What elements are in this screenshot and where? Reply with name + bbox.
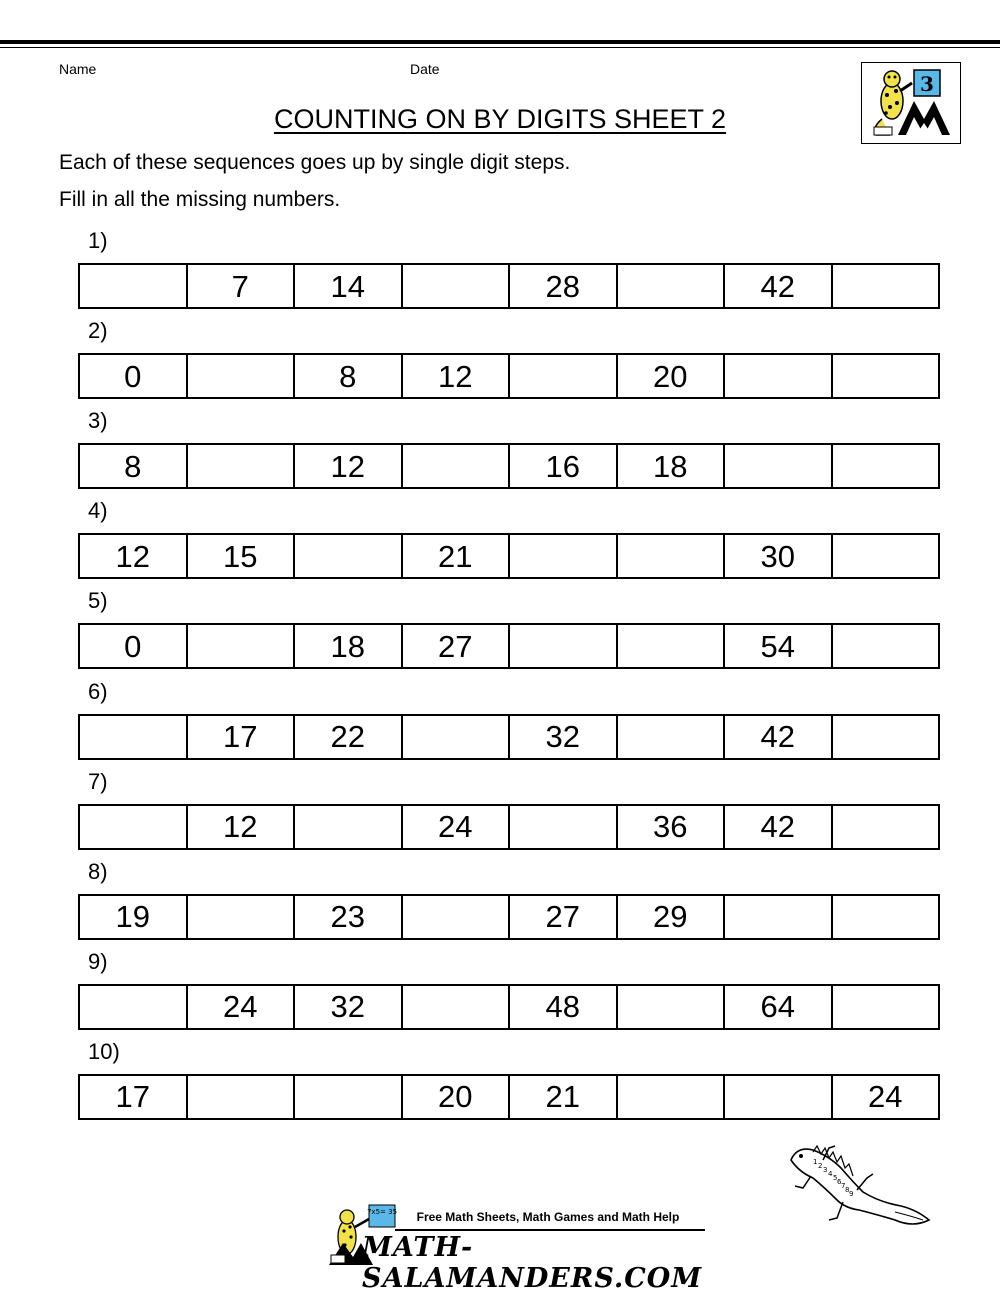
- sequence-number-cell: 17: [79, 1075, 187, 1119]
- blank-answer-cell[interactable]: [187, 354, 295, 398]
- sequence-row: [78, 1074, 940, 1120]
- sequence-number-cell: 12: [402, 354, 510, 398]
- sequence-number-cell: 20: [402, 1075, 510, 1119]
- sequence-row: [78, 443, 940, 489]
- sequence-number-cell: 29: [617, 895, 725, 939]
- svg-text:7: 7: [841, 1182, 846, 1190]
- sequence-number-cell: 8: [79, 444, 187, 488]
- blank-answer-cell[interactable]: [79, 264, 187, 308]
- sequence-number-cell: 36: [617, 805, 725, 849]
- sequence-number-cell: 24: [832, 1075, 940, 1119]
- sequence-number-cell: 7: [187, 264, 295, 308]
- blank-answer-cell[interactable]: [617, 624, 725, 668]
- footer-site-name[interactable]: MATH-SALAMANDERS.COM: [362, 1232, 703, 1294]
- sequence-number-cell: 21: [509, 1075, 617, 1119]
- sequence-row: [78, 353, 940, 399]
- sequence-row: [78, 894, 940, 940]
- question-number: 9): [88, 948, 108, 974]
- instruction-line-2: Fill in all the missing numbers.: [59, 188, 341, 211]
- svg-text:6: 6: [837, 1178, 842, 1186]
- svg-text:8: 8: [845, 1186, 850, 1194]
- blank-answer-cell[interactable]: [187, 1075, 295, 1119]
- question-number: 6): [88, 678, 108, 704]
- top-rule: [0, 40, 1000, 44]
- blank-answer-cell[interactable]: [402, 264, 510, 308]
- blank-answer-cell[interactable]: [617, 715, 725, 759]
- question-number: 2): [88, 318, 108, 344]
- blank-answer-cell[interactable]: [402, 715, 510, 759]
- blank-answer-cell[interactable]: [832, 444, 940, 488]
- sequence-number-cell: 24: [187, 985, 295, 1029]
- sequence-row: [78, 623, 940, 669]
- sequence-number-cell: 8: [294, 354, 402, 398]
- footer-rule: [395, 1229, 705, 1231]
- svg-text:4: 4: [828, 1170, 833, 1178]
- salamander-logo-icon: [862, 63, 959, 142]
- blank-answer-cell[interactable]: [187, 624, 295, 668]
- sequence-number-cell: 20: [617, 354, 725, 398]
- svg-text:2: 2: [818, 1162, 823, 1170]
- date-label: Date: [410, 61, 440, 77]
- blank-answer-cell[interactable]: [79, 805, 187, 849]
- sequence-row: [78, 263, 940, 309]
- blank-answer-cell[interactable]: [832, 534, 940, 578]
- blank-answer-cell[interactable]: [832, 985, 940, 1029]
- name-label: Name: [59, 61, 97, 77]
- blank-answer-cell[interactable]: [79, 715, 187, 759]
- sequence-number-cell: 0: [79, 624, 187, 668]
- sequence-row: [78, 533, 940, 579]
- sequence-number-cell: 17: [187, 715, 295, 759]
- blank-answer-cell[interactable]: [832, 264, 940, 308]
- blank-answer-cell[interactable]: [79, 985, 187, 1029]
- blank-answer-cell[interactable]: [617, 1075, 725, 1119]
- sequence-number-cell: 19: [79, 895, 187, 939]
- sequence-number-cell: 12: [294, 444, 402, 488]
- question-number: 8): [88, 858, 108, 884]
- logo-badge-text: 7x5= 35: [366, 1208, 398, 1216]
- sequence-number-cell: 27: [402, 624, 510, 668]
- blank-answer-cell[interactable]: [617, 534, 725, 578]
- sequence-number-cell: 18: [617, 444, 725, 488]
- sequence-number-cell: 12: [187, 805, 295, 849]
- question-number: 10): [88, 1038, 120, 1064]
- sequence-number-cell: 0: [79, 354, 187, 398]
- sequence-number-cell: 48: [509, 985, 617, 1029]
- sequence-number-cell: 16: [509, 444, 617, 488]
- sequence-number-cell: 23: [294, 895, 402, 939]
- salamander-illustration-icon: [783, 1138, 933, 1240]
- blank-answer-cell[interactable]: [724, 1075, 832, 1119]
- sequence-number-cell: 21: [402, 534, 510, 578]
- blank-answer-cell[interactable]: [724, 444, 832, 488]
- sequence-number-cell: 14: [294, 264, 402, 308]
- question-number: 3): [88, 408, 108, 434]
- sequence-number-cell: 18: [294, 624, 402, 668]
- sequence-row: [78, 714, 940, 760]
- grade-badge: [861, 62, 961, 144]
- svg-text:1: 1: [813, 1158, 818, 1166]
- sequence-number-cell: 27: [509, 895, 617, 939]
- sequence-number-cell: 24: [402, 805, 510, 849]
- sequence-number-cell: 32: [294, 985, 402, 1029]
- sequence-number-cell: 28: [509, 264, 617, 308]
- blank-answer-cell[interactable]: [187, 895, 295, 939]
- blank-answer-cell[interactable]: [402, 444, 510, 488]
- blank-answer-cell[interactable]: [617, 985, 725, 1029]
- blank-answer-cell[interactable]: [294, 805, 402, 849]
- blank-answer-cell[interactable]: [402, 895, 510, 939]
- badge-number: 3: [920, 72, 934, 96]
- sequence-number-cell: 22: [294, 715, 402, 759]
- question-number: 4): [88, 498, 108, 524]
- question-number: 7): [88, 768, 108, 794]
- blank-answer-cell[interactable]: [832, 895, 940, 939]
- blank-answer-cell[interactable]: [187, 444, 295, 488]
- blank-answer-cell[interactable]: [832, 354, 940, 398]
- blank-answer-cell[interactable]: [509, 624, 617, 668]
- sequence-number-cell: 30: [724, 534, 832, 578]
- sequence-number-cell: 32: [509, 715, 617, 759]
- blank-answer-cell[interactable]: [832, 715, 940, 759]
- sequence-number-cell: 42: [724, 715, 832, 759]
- worksheet-title: COUNTING ON BY DIGITS SHEET 2: [273, 104, 727, 134]
- blank-answer-cell[interactable]: [509, 354, 617, 398]
- question-number: 5): [88, 588, 108, 614]
- blank-answer-cell[interactable]: [617, 264, 725, 308]
- question-number: 1): [88, 228, 108, 253]
- blank-answer-cell[interactable]: [724, 354, 832, 398]
- sequence-number-cell: 64: [724, 985, 832, 1029]
- blank-answer-cell[interactable]: [724, 895, 832, 939]
- blank-answer-cell[interactable]: [509, 534, 617, 578]
- blank-answer-cell[interactable]: [294, 534, 402, 578]
- svg-text:3: 3: [823, 1166, 828, 1174]
- instruction-line-1: Each of these sequences goes up by single digit steps.: [59, 151, 571, 174]
- sequence-number-cell: 42: [724, 264, 832, 308]
- blank-answer-cell[interactable]: [294, 1075, 402, 1119]
- sequence-number-cell: 15: [187, 534, 295, 578]
- svg-text:9: 9: [849, 1190, 854, 1198]
- footer-tagline: Free Math Sheets, Math Games and Math Help: [416, 1210, 680, 1224]
- blank-answer-cell[interactable]: [832, 805, 940, 849]
- sequence-row: [78, 804, 940, 850]
- blank-answer-cell[interactable]: [832, 624, 940, 668]
- svg-text:5: 5: [833, 1174, 838, 1182]
- sequence-number-cell: 54: [724, 624, 832, 668]
- sequence-row: [78, 984, 940, 1030]
- sequence-number-cell: 42: [724, 805, 832, 849]
- blank-answer-cell[interactable]: [509, 805, 617, 849]
- sequence-number-cell: 12: [79, 534, 187, 578]
- blank-answer-cell[interactable]: [402, 985, 510, 1029]
- top-rule-thin: [0, 47, 1000, 48]
